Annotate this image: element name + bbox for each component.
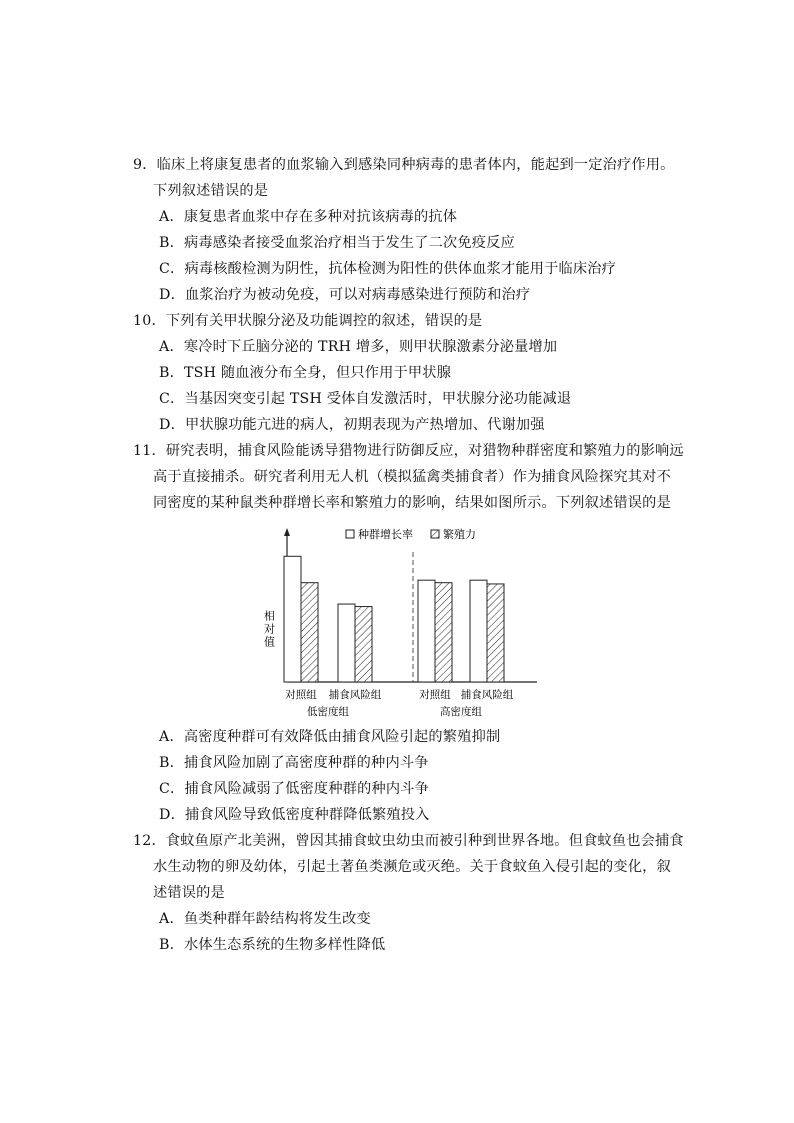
q9-option-a: A．康复患者血浆中存在多种对抗该病毒的抗体 [159,209,458,225]
chart-legend [346,527,476,541]
q11-stem-line-1: 11．研究表明，捕食风险能诱导猎物进行防御反应，对猎物种群密度和繁殖力的影响远 [133,443,684,459]
q9-option-d: D．血浆治疗为被动免疫，可以对病毒感染进行预防和治疗 [159,287,531,303]
q9-stem-line-1: 9．临床上将康复患者的血浆输入到感染同种病毒的患者体内，能起到一定治疗作用。 [133,157,675,173]
q12-stem-line-2: 水生动物的卵及幼体，引起土著鱼类濒危或灭绝。关于食蚊鱼入侵引起的变化，叙 [153,859,671,875]
bar-growth-rate-1 [338,604,355,682]
q10-stem-line-1: 10．下列有关甲状腺分泌及功能调控的叙述，错误的是 [133,313,483,329]
q11-stem-line-2: 高于直接捕杀。研究者利用无人机（模拟猛禽类捕食者）作为捕食风险探究其对不 [153,469,671,485]
legend-label-fecundity: 繁殖力 [443,528,476,541]
q10-option-d: D．甲状腺功能亢进的病人，初期表现为产热增加、代谢加强 [159,417,545,433]
group-label: 高密度组 [440,706,482,718]
bar-fecundity-0 [301,583,318,682]
q11-stem-line-3: 同密度的某种鼠类种群增长率和繁殖力的影响，结果如图所示。下列叙述错误的是 [153,495,671,511]
q10-option-b: B．TSH 随血液分布全身，但只作用于甲状腺 [159,365,452,381]
legend-label-growth-rate: 种群增长率 [358,528,413,541]
q10-option-c: C．当基因突变引起 TSH 受体自发激活时，甲状腺分泌功能减退 [159,391,572,407]
q9-option-b: B．病毒感染者接受血浆治疗相当于发生了二次免疫反应 [159,235,515,251]
q11-option-b: B．捕食风险加剧了高密度种群的种内斗争 [159,755,429,771]
q12-option-a: A．鱼类种群年龄结构将发生改变 [159,911,371,927]
bar-fecundity-1 [355,607,372,682]
q11-bar-chart [255,522,545,722]
legend-swatch-growth-rate [346,530,354,538]
bar-growth-rate-3 [470,580,487,682]
q10-option-a: A．寒冷时下丘脑分泌的 TRH 增多，则甲状腺激素分泌量增加 [159,339,558,355]
q9-option-c: C．病毒核酸检测为阴性，抗体检测为阳性的供体血浆才能用于临床治疗 [159,261,617,277]
y-axis-label: 相对值 [262,610,276,649]
bar-growth-rate-2 [418,580,435,682]
q11-option-a: A．高密度种群可有效降低由捕食风险引起的繁殖抑制 [159,729,501,745]
x-tick-label: 对照组 [419,689,451,701]
legend-swatch-fecundity [431,530,439,538]
q11-option-d: D．捕食风险导致低密度种群降低繁殖投入 [159,807,430,823]
q9-stem-line-2: 下列叙述错误的是 [153,183,269,199]
q12-stem-line-1: 12．食蚊鱼原产北美洲，曾因其捕食蚊虫幼虫而被引种到世界各地。但食蚊鱼也会捕食 [133,833,684,849]
q12-option-b: B．水体生态系统的生物多样性降低 [159,937,386,953]
bar-growth-rate-0 [284,556,301,682]
x-tick-label: 捕食风险组 [328,689,382,701]
x-tick-label: 捕食风险组 [460,689,514,701]
bar-fecundity-2 [435,583,452,682]
y-axis-arrow [284,528,290,536]
q12-stem-line-3: 述错误的是 [153,885,225,901]
x-tick-label: 对照组 [285,689,317,701]
q11-option-c: C．捕食风险减弱了低密度种群的种内斗争 [159,781,430,797]
group-label: 低密度组 [307,706,349,718]
bar-fecundity-3 [487,584,504,682]
